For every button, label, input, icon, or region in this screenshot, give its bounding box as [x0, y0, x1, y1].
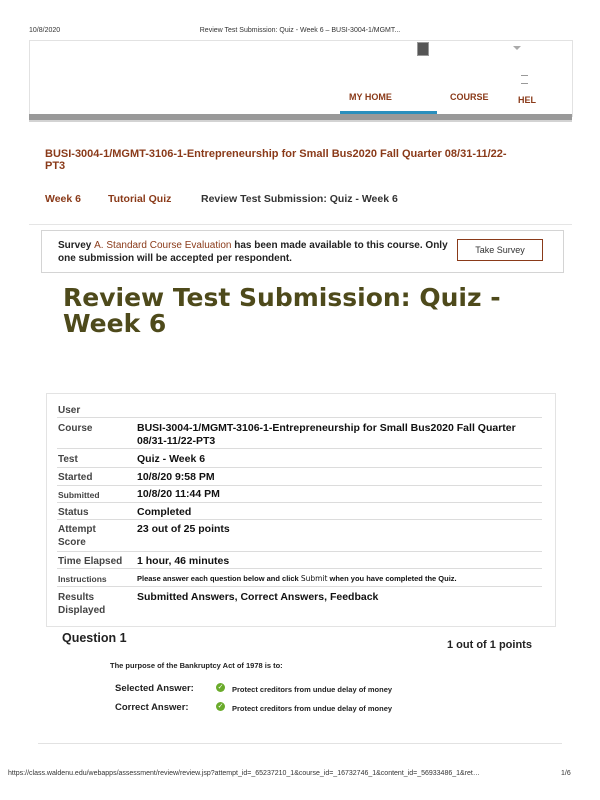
take-survey-button[interactable]: Take Survey: [457, 239, 543, 261]
results-displayed-value: Submitted Answers, Correct Answers, Feedback: [137, 591, 379, 603]
nav-help[interactable]: HEL: [518, 95, 536, 105]
course-label: Course: [58, 423, 93, 434]
nav-my-home[interactable]: MY HOME: [349, 92, 392, 102]
row-divider: [57, 417, 542, 418]
print-page-number: 1/6: [561, 770, 571, 777]
menu-icon-line-bottom: [521, 83, 528, 84]
started-label: Started: [58, 472, 93, 483]
course-value: BUSI-3004-1/MGMT-3106-1-Entrepreneurship for Small Bus2020 Fall Quarter 08/31-11/22-PT3: [137, 422, 516, 447]
course-title[interactable]: BUSI-3004-1/MGMT-3106-1-Entrepreneurship for Small Bus2020 Fall Quarter 08/31-11/22-PT3: [45, 148, 507, 172]
instructions-submit-word: Submit: [300, 574, 328, 583]
content-divider: [38, 743, 562, 744]
survey-message: [58, 239, 448, 265]
row-divider: [57, 519, 542, 520]
submitted-label: Submitted: [58, 490, 100, 500]
survey-prefix: Survey: [58, 240, 95, 251]
instructions-label: Instructions: [58, 574, 107, 584]
test-value: Quiz - Week 6: [137, 453, 206, 465]
row-divider: [57, 448, 542, 449]
user-label: User: [58, 405, 81, 416]
print-date: 10/8/2020: [29, 27, 61, 34]
selected-answer-value: Protect creditors from undue delay of money: [232, 685, 393, 694]
attempt-score-label: Attempt Score: [58, 524, 96, 548]
time-elapsed-value: 1 hour, 46 minutes: [137, 555, 230, 567]
results-displayed-label: Results Displayed: [58, 592, 106, 616]
nav-divider-shadow: [29, 120, 572, 122]
question-title: Question 1: [62, 631, 127, 645]
instructions-text-pre: Please answer each question below and click: [137, 574, 301, 583]
check-icon: ✓: [217, 703, 224, 710]
breadcrumb-tutorial-quiz[interactable]: Tutorial Quiz: [108, 193, 172, 205]
test-label: Test: [58, 454, 78, 465]
time-elapsed-label: Time Elapsed: [58, 556, 123, 567]
instructions-text-post: when you have completed the Quiz.: [327, 574, 457, 583]
menu-icon-line-top: [521, 75, 528, 76]
print-footer-url: https://class.waldenu.edu/webapps/assessment/review/review.jsp?attempt_id=_65237210_1&course_id=_16732746_1&content_id=_56933486_1&ret…: [8, 770, 480, 777]
avatar[interactable]: [417, 42, 429, 56]
breadcrumb-week[interactable]: Week 6: [45, 193, 81, 205]
row-divider: [57, 485, 542, 486]
question-text: The purpose of the Bankruptcy Act of 1978 is to:: [110, 661, 283, 670]
submitted-value: 10/8/20 11:44 PM: [137, 488, 220, 500]
page-title: Review Test Submission: Quiz - Week 6: [63, 283, 501, 338]
row-divider: [57, 568, 542, 569]
row-divider: [57, 586, 542, 587]
attempt-score-value: 23 out of 25 points: [137, 523, 230, 535]
survey-suffix: has been made available to this course. Only one submission will be accepted per respondent.: [58, 240, 448, 264]
row-divider: [57, 467, 542, 468]
instructions-value: [137, 572, 457, 585]
breadcrumb-divider: [29, 224, 572, 225]
nav-course[interactable]: COURSE: [450, 92, 489, 102]
survey-link[interactable]: A. Standard Course Evaluation: [94, 240, 232, 251]
selected-answer-label: Selected Answer:: [115, 683, 194, 694]
status-value: Completed: [137, 506, 192, 518]
started-value: 10/8/20 9:58 PM: [137, 471, 215, 483]
row-divider: [57, 551, 542, 552]
question-points: 1 out of 1 points: [447, 639, 532, 651]
print-title: Review Test Submission: Quiz - Week 6 – BUSI-3004-1/MGMT...: [199, 27, 401, 34]
row-divider: [57, 502, 542, 503]
breadcrumb-current: Review Test Submission: Quiz - Week 6: [201, 193, 398, 205]
correct-answer-label: Correct Answer:: [115, 702, 189, 713]
correct-answer-value: Protect creditors from undue delay of money: [232, 704, 393, 713]
top-navigation: [29, 40, 573, 117]
check-icon: ✓: [217, 684, 224, 691]
status-label: Status: [58, 507, 89, 518]
chevron-down-icon[interactable]: [513, 46, 521, 50]
